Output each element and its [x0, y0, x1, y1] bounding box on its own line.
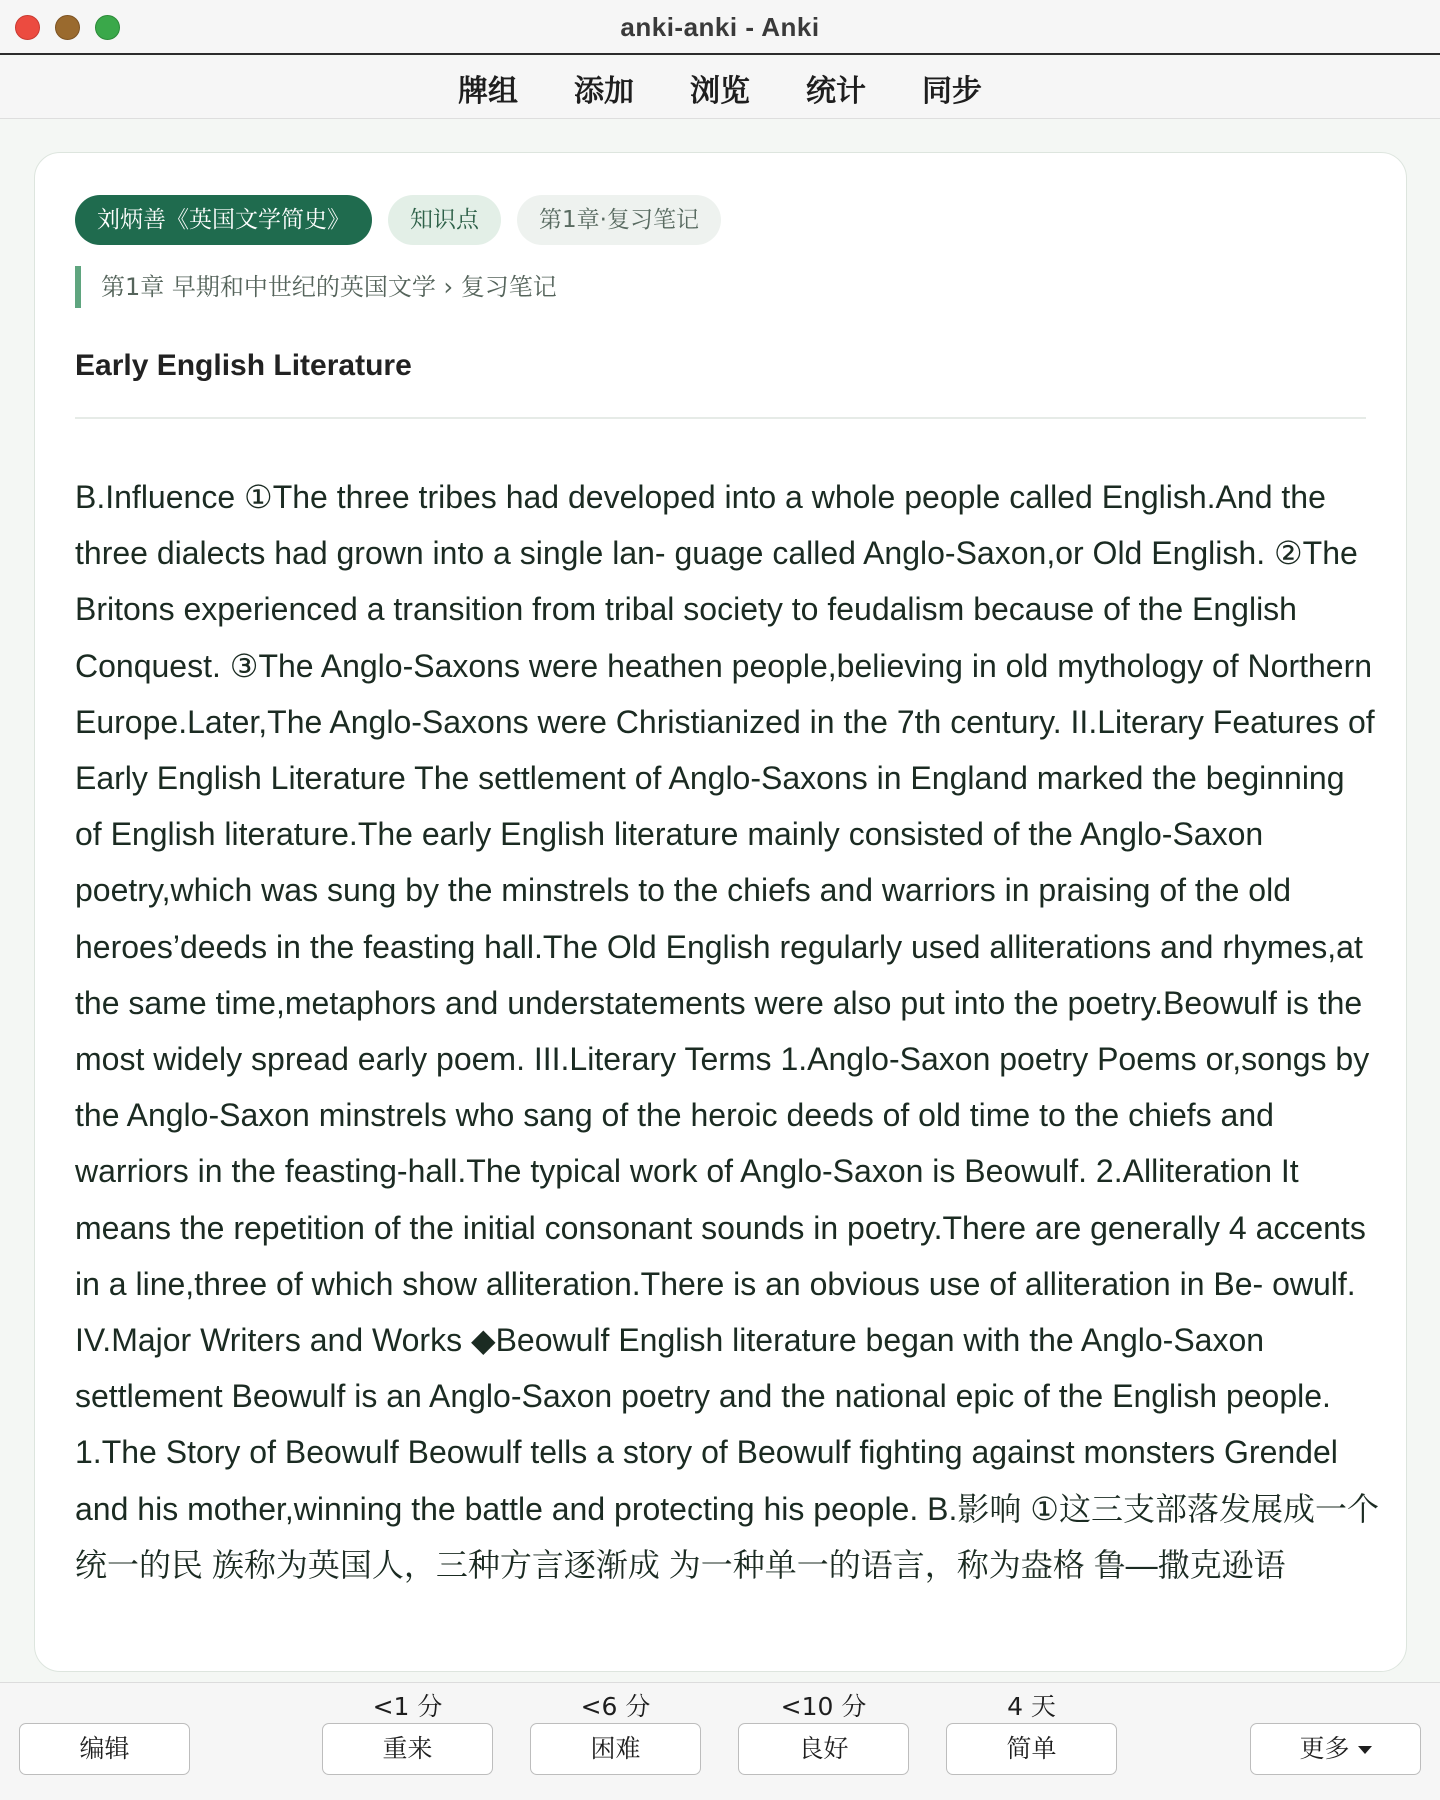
easy-interval: 4 天 — [1007, 1692, 1056, 1721]
tag-chapter: 第1章·复习笔记 — [517, 195, 721, 245]
card-title: Early English Literature — [75, 349, 412, 382]
window-titlebar — [0, 0, 1440, 55]
again-button-label: 重来 — [382, 1734, 433, 1763]
good-interval: <10 分 — [780, 1692, 867, 1721]
card-body-text: B.Influence ①The three tribes had developed into a whole people called English.And the three dialects had grown into a single lan- guage called Anglo-Saxon,or Old English. ②The Britons experienced a transition from tribal society to feudalism because of the English Conquest. ③The Anglo-Saxons were heathen people,believing in old mythology of Northern Europe.Later,The Anglo-Saxons were Christianized in the 7th century. II.Literary Features of Early English Literature The settlement of Anglo-Saxons in England marked the beginning of English literature.The early English literature mainly consisted of the Anglo-Saxon poetry,which was sung by the minstrels to the chiefs and warriors in praising of the old heroes’deeds in the feasting hall.The Old English regularly used alliterations and rhymes,at the same time,metaphors and understatements were also put into the poetry.Beowulf is the most widely spread early poem. III.Literary Terms 1.Anglo-Saxon poetry Poems or,songs by the Anglo-Saxon minstrels who sang of the heroic deeds of old time to the chiefs and warriors in the feasting-hall.The typical work of Anglo-Saxon is Beowulf. 2.Alliteration It means the repetition of the initial consonant sounds in poetry.There are generally 4 accents in a line,three of which show alliteration.There is an obvious use of alliteration in Be- owulf. IV.Major Writers and Works ◆Beowulf English literature began with the Anglo-Saxon settlement Beowulf is an Anglo-Saxon poetry and the national epic of the English people. 1.The Story of Beowulf Beowulf tells a story of Beowulf fighting against monsters Grendel and his mother,winning the battle and protecting his people. B.影响 ①这三支部落发展成一个统一的民 族称为英国人，三种方言逐渐成 为一种单一的语言，称为盎格 鲁—撒克逊语 — [75, 479, 1379, 1583]
easy-button-label: 简单 — [1006, 1734, 1057, 1763]
again-button[interactable] — [322, 1723, 493, 1775]
toolbar-add[interactable]: 添加 — [574, 73, 634, 109]
answer-bar — [0, 1682, 1440, 1800]
toolbar-sync[interactable]: 同步 — [922, 73, 982, 109]
review-card — [34, 152, 1407, 1672]
window-title: anki-anki - Anki — [620, 12, 820, 42]
tag-book: 刘炳善《英国文学简史》 — [75, 195, 372, 245]
toolbar-decks[interactable]: 牌组 — [458, 73, 518, 109]
easy-button[interactable] — [946, 1723, 1117, 1775]
tag-knowledge-point: 知识点 — [388, 195, 501, 245]
hard-button-label: 困难 — [590, 1734, 641, 1763]
hard-button[interactable] — [530, 1723, 701, 1775]
caret-down-icon — [1358, 1746, 1372, 1754]
card-tags — [75, 195, 721, 245]
main-toolbar — [0, 57, 1440, 119]
edit-button-label: 编辑 — [79, 1734, 130, 1763]
good-button[interactable] — [738, 1723, 909, 1775]
toolbar-stats[interactable]: 统计 — [806, 73, 866, 109]
edit-button[interactable] — [19, 1723, 190, 1775]
title-divider — [75, 417, 1366, 419]
good-button-label: 良好 — [798, 1734, 849, 1763]
toolbar-browse[interactable]: 浏览 — [690, 73, 750, 109]
breadcrumb: 第1章 早期和中世纪的英国文学 › 复习笔记 — [75, 266, 557, 308]
hard-interval: <6 分 — [580, 1692, 651, 1721]
again-interval: <1 分 — [372, 1692, 443, 1721]
more-button[interactable] — [1250, 1723, 1421, 1775]
more-button-label: 更多 — [1299, 1734, 1350, 1763]
